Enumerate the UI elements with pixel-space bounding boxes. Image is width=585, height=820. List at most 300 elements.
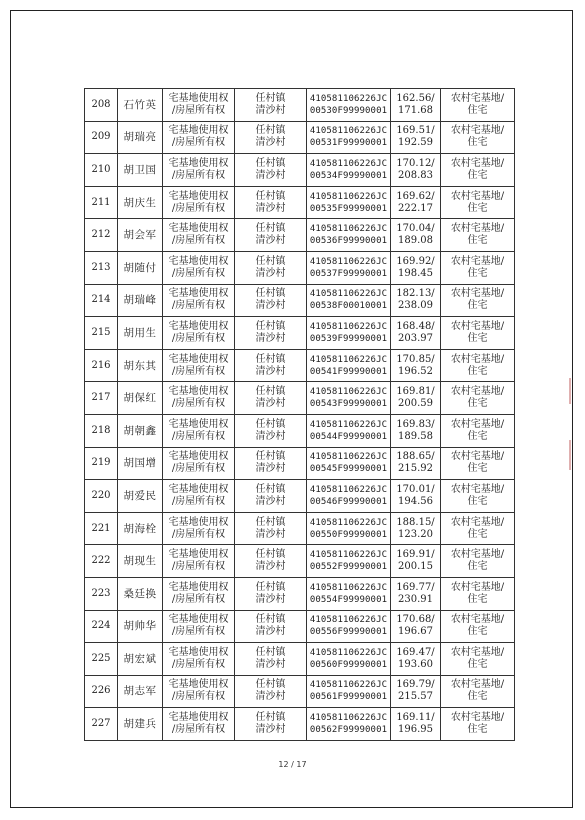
unit-code-cell (307, 219, 391, 252)
row-number: 212 (91, 229, 111, 241)
town-name: 任村镇 (255, 516, 286, 528)
usage-line-1: 农村宅基地/ (450, 418, 505, 430)
town-name: 任村镇 (255, 353, 286, 365)
owner-name: 胡现生 (123, 555, 157, 568)
row-number-cell (85, 251, 118, 284)
table-row (85, 89, 515, 122)
building-area: 200.15 (398, 561, 433, 573)
row-number: 209 (91, 131, 111, 143)
building-area: 230.91 (398, 593, 433, 605)
usage-cell (441, 186, 515, 219)
owner-name: 胡会军 (123, 229, 157, 242)
unit-code-cell (307, 251, 391, 284)
owner-name-cell (118, 251, 163, 284)
land-area: 169.51/ (396, 125, 435, 137)
unit-code-line-2: 00561F99990001 (309, 692, 388, 703)
row-number: 222 (91, 555, 111, 567)
area-cell (391, 317, 441, 350)
town-name: 任村镇 (255, 712, 286, 724)
area-cell (391, 643, 441, 676)
right-type-cell (163, 675, 235, 708)
row-number: 227 (91, 718, 111, 730)
right-type-cell (163, 154, 235, 187)
right-type-cell (163, 708, 235, 741)
village-name: 清沙村 (255, 561, 286, 573)
row-number: 215 (91, 326, 111, 338)
unit-code-line-2: 00554F99990001 (309, 594, 388, 605)
land-area: 169.83/ (396, 418, 435, 430)
building-area: 238.09 (398, 300, 433, 312)
location-cell (235, 349, 307, 382)
land-area: 169.11/ (396, 712, 435, 724)
area-cell (391, 382, 441, 415)
unit-code-line-2: 00535F99990001 (309, 203, 388, 214)
table-row (85, 382, 515, 415)
right-type-line-1: 宅基地使用权 (168, 549, 229, 561)
area-cell (391, 675, 441, 708)
table-row (85, 512, 515, 545)
unit-code-cell (307, 317, 391, 350)
location-cell (235, 186, 307, 219)
row-number-cell (85, 643, 118, 676)
right-type-line-2: /房屋所有权 (171, 365, 226, 377)
unit-code-line-1: 410581106226JC (309, 484, 388, 495)
table-row (85, 349, 515, 382)
land-area: 170.68/ (396, 614, 435, 626)
unit-code-cell (307, 89, 391, 122)
town-name: 任村镇 (255, 223, 286, 235)
location-cell (235, 382, 307, 415)
right-type-line-2: /房屋所有权 (171, 658, 226, 670)
table-row (85, 708, 515, 741)
land-area: 182.13/ (396, 288, 435, 300)
town-name: 任村镇 (255, 451, 286, 463)
right-type-cell (163, 545, 235, 578)
area-cell (391, 610, 441, 643)
usage-cell (441, 349, 515, 382)
owner-name: 胡爱民 (123, 489, 157, 502)
table-row (85, 121, 515, 154)
unit-code-line-2: 00539F99990001 (309, 333, 388, 344)
building-area: 192.59 (398, 137, 433, 149)
unit-code-line-1: 410581106226JC (309, 289, 388, 300)
usage-line-1: 农村宅基地/ (450, 190, 505, 202)
owner-name-cell (118, 545, 163, 578)
table-row (85, 480, 515, 513)
usage-line-2: 住宅 (467, 332, 488, 344)
usage-line-1: 农村宅基地/ (450, 125, 505, 137)
usage-line-1: 农村宅基地/ (450, 157, 505, 169)
usage-line-2: 住宅 (467, 528, 488, 540)
right-type-cell (163, 414, 235, 447)
area-cell (391, 577, 441, 610)
village-name: 清沙村 (255, 332, 286, 344)
row-number: 208 (91, 98, 111, 110)
location-cell (235, 447, 307, 480)
right-type-cell (163, 512, 235, 545)
right-type-line-1: 宅基地使用权 (168, 125, 229, 137)
owner-name-cell (118, 219, 163, 252)
usage-cell (441, 382, 515, 415)
unit-code-cell (307, 643, 391, 676)
unit-code-cell (307, 480, 391, 513)
town-name: 任村镇 (255, 92, 286, 104)
unit-code-cell (307, 512, 391, 545)
owner-name-cell (118, 382, 163, 415)
building-area: 196.67 (398, 626, 433, 638)
village-name: 清沙村 (255, 365, 286, 377)
row-number-cell (85, 512, 118, 545)
row-number: 214 (91, 294, 111, 306)
owner-name-cell (118, 186, 163, 219)
edge-stamp-mark (569, 440, 571, 470)
village-name: 清沙村 (255, 202, 286, 214)
row-number-cell (85, 186, 118, 219)
village-name: 清沙村 (255, 430, 286, 442)
area-cell (391, 154, 441, 187)
usage-line-2: 住宅 (467, 398, 488, 410)
area-cell (391, 219, 441, 252)
area-cell (391, 284, 441, 317)
owner-name: 胡东其 (123, 359, 157, 372)
table-row (85, 610, 515, 643)
usage-line-1: 农村宅基地/ (450, 646, 505, 658)
village-name: 清沙村 (255, 169, 286, 181)
area-cell (391, 447, 441, 480)
row-number: 210 (91, 163, 111, 175)
table-row (85, 186, 515, 219)
unit-code-line-2: 00538F00010001 (309, 301, 388, 312)
unit-code-line-1: 410581106226JC (309, 354, 388, 365)
row-number: 213 (91, 261, 111, 273)
owner-name-cell (118, 89, 163, 122)
location-cell (235, 643, 307, 676)
row-number: 224 (91, 620, 111, 632)
area-cell (391, 186, 441, 219)
building-area: 200.59 (398, 398, 433, 410)
usage-line-2: 住宅 (467, 691, 488, 703)
table-body (85, 89, 515, 741)
village-name: 清沙村 (255, 593, 286, 605)
usage-cell (441, 512, 515, 545)
unit-code-line-1: 410581106226JC (309, 224, 388, 235)
owner-name: 胡建兵 (123, 718, 157, 731)
location-cell (235, 121, 307, 154)
right-type-line-1: 宅基地使用权 (168, 223, 229, 235)
unit-code-line-2: 00541F99990001 (309, 366, 388, 377)
right-type-line-2: /房屋所有权 (171, 169, 226, 181)
table-row (85, 675, 515, 708)
town-name: 任村镇 (255, 157, 286, 169)
building-area: 194.56 (398, 495, 433, 507)
land-area: 169.77/ (396, 581, 435, 593)
row-number-cell (85, 349, 118, 382)
owner-name-cell (118, 577, 163, 610)
owner-name-cell (118, 675, 163, 708)
land-area: 170.85/ (396, 353, 435, 365)
right-type-line-2: /房屋所有权 (171, 104, 226, 116)
usage-line-2: 住宅 (467, 658, 488, 670)
right-type-line-2: /房屋所有权 (171, 528, 226, 540)
table-row (85, 219, 515, 252)
owner-name-cell (118, 284, 163, 317)
building-area: 215.57 (398, 691, 433, 703)
town-name: 任村镇 (255, 125, 286, 137)
area-cell (391, 545, 441, 578)
table-row (85, 251, 515, 284)
usage-line-1: 农村宅基地/ (450, 386, 505, 398)
row-number: 218 (91, 424, 111, 436)
unit-code-cell (307, 349, 391, 382)
right-type-line-2: /房屋所有权 (171, 691, 226, 703)
usage-line-2: 住宅 (467, 300, 488, 312)
table-row (85, 414, 515, 447)
unit-code-line-2: 00546F99990001 (309, 496, 388, 507)
town-name: 任村镇 (255, 679, 286, 691)
right-type-line-1: 宅基地使用权 (168, 157, 229, 169)
usage-line-1: 农村宅基地/ (450, 92, 505, 104)
unit-code-line-2: 00531F99990001 (309, 138, 388, 149)
row-number-cell (85, 610, 118, 643)
village-name: 清沙村 (255, 398, 286, 410)
building-area: 196.95 (398, 724, 433, 736)
usage-line-1: 农村宅基地/ (450, 483, 505, 495)
table-row (85, 317, 515, 350)
unit-code-cell (307, 121, 391, 154)
owner-name: 胡瑞峰 (123, 294, 157, 307)
row-number: 226 (91, 685, 111, 697)
owner-name: 胡帅华 (123, 620, 157, 633)
area-cell (391, 414, 441, 447)
row-number-cell (85, 414, 118, 447)
edge-stamp-mark (569, 378, 571, 404)
right-type-line-2: /房屋所有权 (171, 235, 226, 247)
location-cell (235, 545, 307, 578)
unit-code-line-2: 00552F99990001 (309, 562, 388, 573)
village-name: 清沙村 (255, 300, 286, 312)
land-area: 170.12/ (396, 157, 435, 169)
location-cell (235, 610, 307, 643)
owner-name: 胡国增 (123, 457, 157, 470)
unit-code-cell (307, 610, 391, 643)
unit-code-cell (307, 447, 391, 480)
usage-line-1: 农村宅基地/ (450, 353, 505, 365)
town-name: 任村镇 (255, 646, 286, 658)
right-type-cell (163, 121, 235, 154)
right-type-cell (163, 447, 235, 480)
usage-line-1: 农村宅基地/ (450, 549, 505, 561)
registration-table (84, 88, 515, 741)
town-name: 任村镇 (255, 320, 286, 332)
right-type-line-1: 宅基地使用权 (168, 516, 229, 528)
building-area: 123.20 (398, 528, 433, 540)
row-number: 219 (91, 457, 111, 469)
usage-cell (441, 317, 515, 350)
right-type-line-2: /房屋所有权 (171, 561, 226, 573)
right-type-cell (163, 382, 235, 415)
unit-code-line-1: 410581106226JC (309, 582, 388, 593)
land-area: 188.15/ (396, 516, 435, 528)
owner-name-cell (118, 480, 163, 513)
right-type-line-2: /房屋所有权 (171, 332, 226, 344)
right-type-line-2: /房屋所有权 (171, 724, 226, 736)
usage-line-2: 住宅 (467, 430, 488, 442)
right-type-line-1: 宅基地使用权 (168, 614, 229, 626)
usage-cell (441, 545, 515, 578)
town-name: 任村镇 (255, 418, 286, 430)
owner-name-cell (118, 610, 163, 643)
owner-name-cell (118, 154, 163, 187)
location-cell (235, 512, 307, 545)
table-row (85, 284, 515, 317)
unit-code-line-1: 410581106226JC (309, 550, 388, 561)
town-name: 任村镇 (255, 255, 286, 267)
unit-code-line-1: 410581106226JC (309, 419, 388, 430)
location-cell (235, 89, 307, 122)
unit-code-line-1: 410581106226JC (309, 321, 388, 332)
owner-name: 胡宏斌 (123, 652, 157, 665)
usage-cell (441, 284, 515, 317)
land-area: 168.48/ (396, 320, 435, 332)
owner-name: 胡庆生 (123, 196, 157, 209)
area-cell (391, 349, 441, 382)
usage-line-2: 住宅 (467, 169, 488, 181)
location-cell (235, 414, 307, 447)
usage-line-2: 住宅 (467, 495, 488, 507)
unit-code-line-2: 00560F99990001 (309, 659, 388, 670)
row-number-cell (85, 480, 118, 513)
owner-name-cell (118, 414, 163, 447)
owner-name-cell (118, 349, 163, 382)
unit-code-line-2: 00534F99990001 (309, 170, 388, 181)
village-name: 清沙村 (255, 495, 286, 507)
building-area: 189.08 (398, 235, 433, 247)
right-type-line-2: /房屋所有权 (171, 495, 226, 507)
table-row (85, 643, 515, 676)
unit-code-line-1: 410581106226JC (309, 256, 388, 267)
usage-line-2: 住宅 (467, 593, 488, 605)
usage-cell (441, 414, 515, 447)
row-number-cell (85, 708, 118, 741)
right-type-line-1: 宅基地使用权 (168, 92, 229, 104)
owner-name: 桑廷换 (123, 587, 157, 600)
land-area: 169.92/ (396, 255, 435, 267)
usage-cell (441, 675, 515, 708)
usage-line-2: 住宅 (467, 724, 488, 736)
owner-name-cell (118, 643, 163, 676)
right-type-cell (163, 349, 235, 382)
owner-name: 胡志军 (123, 685, 157, 698)
village-name: 清沙村 (255, 267, 286, 279)
row-number-cell (85, 89, 118, 122)
owner-name-cell (118, 317, 163, 350)
usage-cell (441, 154, 515, 187)
row-number: 221 (91, 522, 111, 534)
unit-code-cell (307, 284, 391, 317)
owner-name-cell (118, 121, 163, 154)
usage-line-2: 住宅 (467, 104, 488, 116)
owner-name: 胡卫国 (123, 163, 157, 176)
row-number: 225 (91, 652, 111, 664)
right-type-line-1: 宅基地使用权 (168, 255, 229, 267)
usage-cell (441, 643, 515, 676)
page-number: 12 / 17 (278, 760, 307, 769)
right-type-line-1: 宅基地使用权 (168, 646, 229, 658)
village-name: 清沙村 (255, 137, 286, 149)
unit-code-cell (307, 186, 391, 219)
area-cell (391, 708, 441, 741)
owner-name: 胡随付 (123, 261, 157, 274)
town-name: 任村镇 (255, 549, 286, 561)
land-area: 170.01/ (396, 483, 435, 495)
unit-code-cell (307, 154, 391, 187)
unit-code-line-1: 410581106226JC (309, 387, 388, 398)
usage-line-1: 农村宅基地/ (450, 516, 505, 528)
usage-line-2: 住宅 (467, 365, 488, 377)
row-number: 216 (91, 359, 111, 371)
unit-code-cell (307, 577, 391, 610)
land-area: 170.04/ (396, 223, 435, 235)
unit-code-line-2: 00536F99990001 (309, 236, 388, 247)
owner-name: 胡保红 (123, 392, 157, 405)
land-area: 169.81/ (396, 386, 435, 398)
building-area: 215.92 (398, 463, 433, 475)
area-cell (391, 251, 441, 284)
unit-code-line-1: 410581106226JC (309, 452, 388, 463)
right-type-cell (163, 610, 235, 643)
usage-line-2: 住宅 (467, 235, 488, 247)
right-type-cell (163, 317, 235, 350)
location-cell (235, 317, 307, 350)
building-area: 222.17 (398, 202, 433, 214)
right-type-line-1: 宅基地使用权 (168, 581, 229, 593)
building-area: 171.68 (398, 104, 433, 116)
usage-line-2: 住宅 (467, 267, 488, 279)
usage-line-2: 住宅 (467, 626, 488, 638)
row-number-cell (85, 219, 118, 252)
row-number-cell (85, 545, 118, 578)
usage-cell (441, 251, 515, 284)
right-type-line-2: /房屋所有权 (171, 398, 226, 410)
usage-line-1: 农村宅基地/ (450, 223, 505, 235)
unit-code-line-2: 00544F99990001 (309, 431, 388, 442)
land-area: 188.65/ (396, 451, 435, 463)
building-area: 193.60 (398, 658, 433, 670)
land-area: 169.79/ (396, 679, 435, 691)
right-type-line-1: 宅基地使用权 (168, 679, 229, 691)
area-cell (391, 89, 441, 122)
right-type-cell (163, 186, 235, 219)
usage-line-1: 农村宅基地/ (450, 614, 505, 626)
building-area: 208.83 (398, 169, 433, 181)
right-type-line-1: 宅基地使用权 (168, 353, 229, 365)
unit-code-line-1: 410581106226JC (309, 517, 388, 528)
owner-name-cell (118, 447, 163, 480)
village-name: 清沙村 (255, 658, 286, 670)
unit-code-line-1: 410581106226JC (309, 680, 388, 691)
town-name: 任村镇 (255, 614, 286, 626)
town-name: 任村镇 (255, 483, 286, 495)
row-number-cell (85, 284, 118, 317)
row-number-cell (85, 675, 118, 708)
unit-code-line-2: 00562F99990001 (309, 725, 388, 736)
area-cell (391, 512, 441, 545)
unit-code-line-2: 00545F99990001 (309, 464, 388, 475)
usage-cell (441, 219, 515, 252)
location-cell (235, 577, 307, 610)
location-cell (235, 708, 307, 741)
right-type-line-1: 宅基地使用权 (168, 190, 229, 202)
